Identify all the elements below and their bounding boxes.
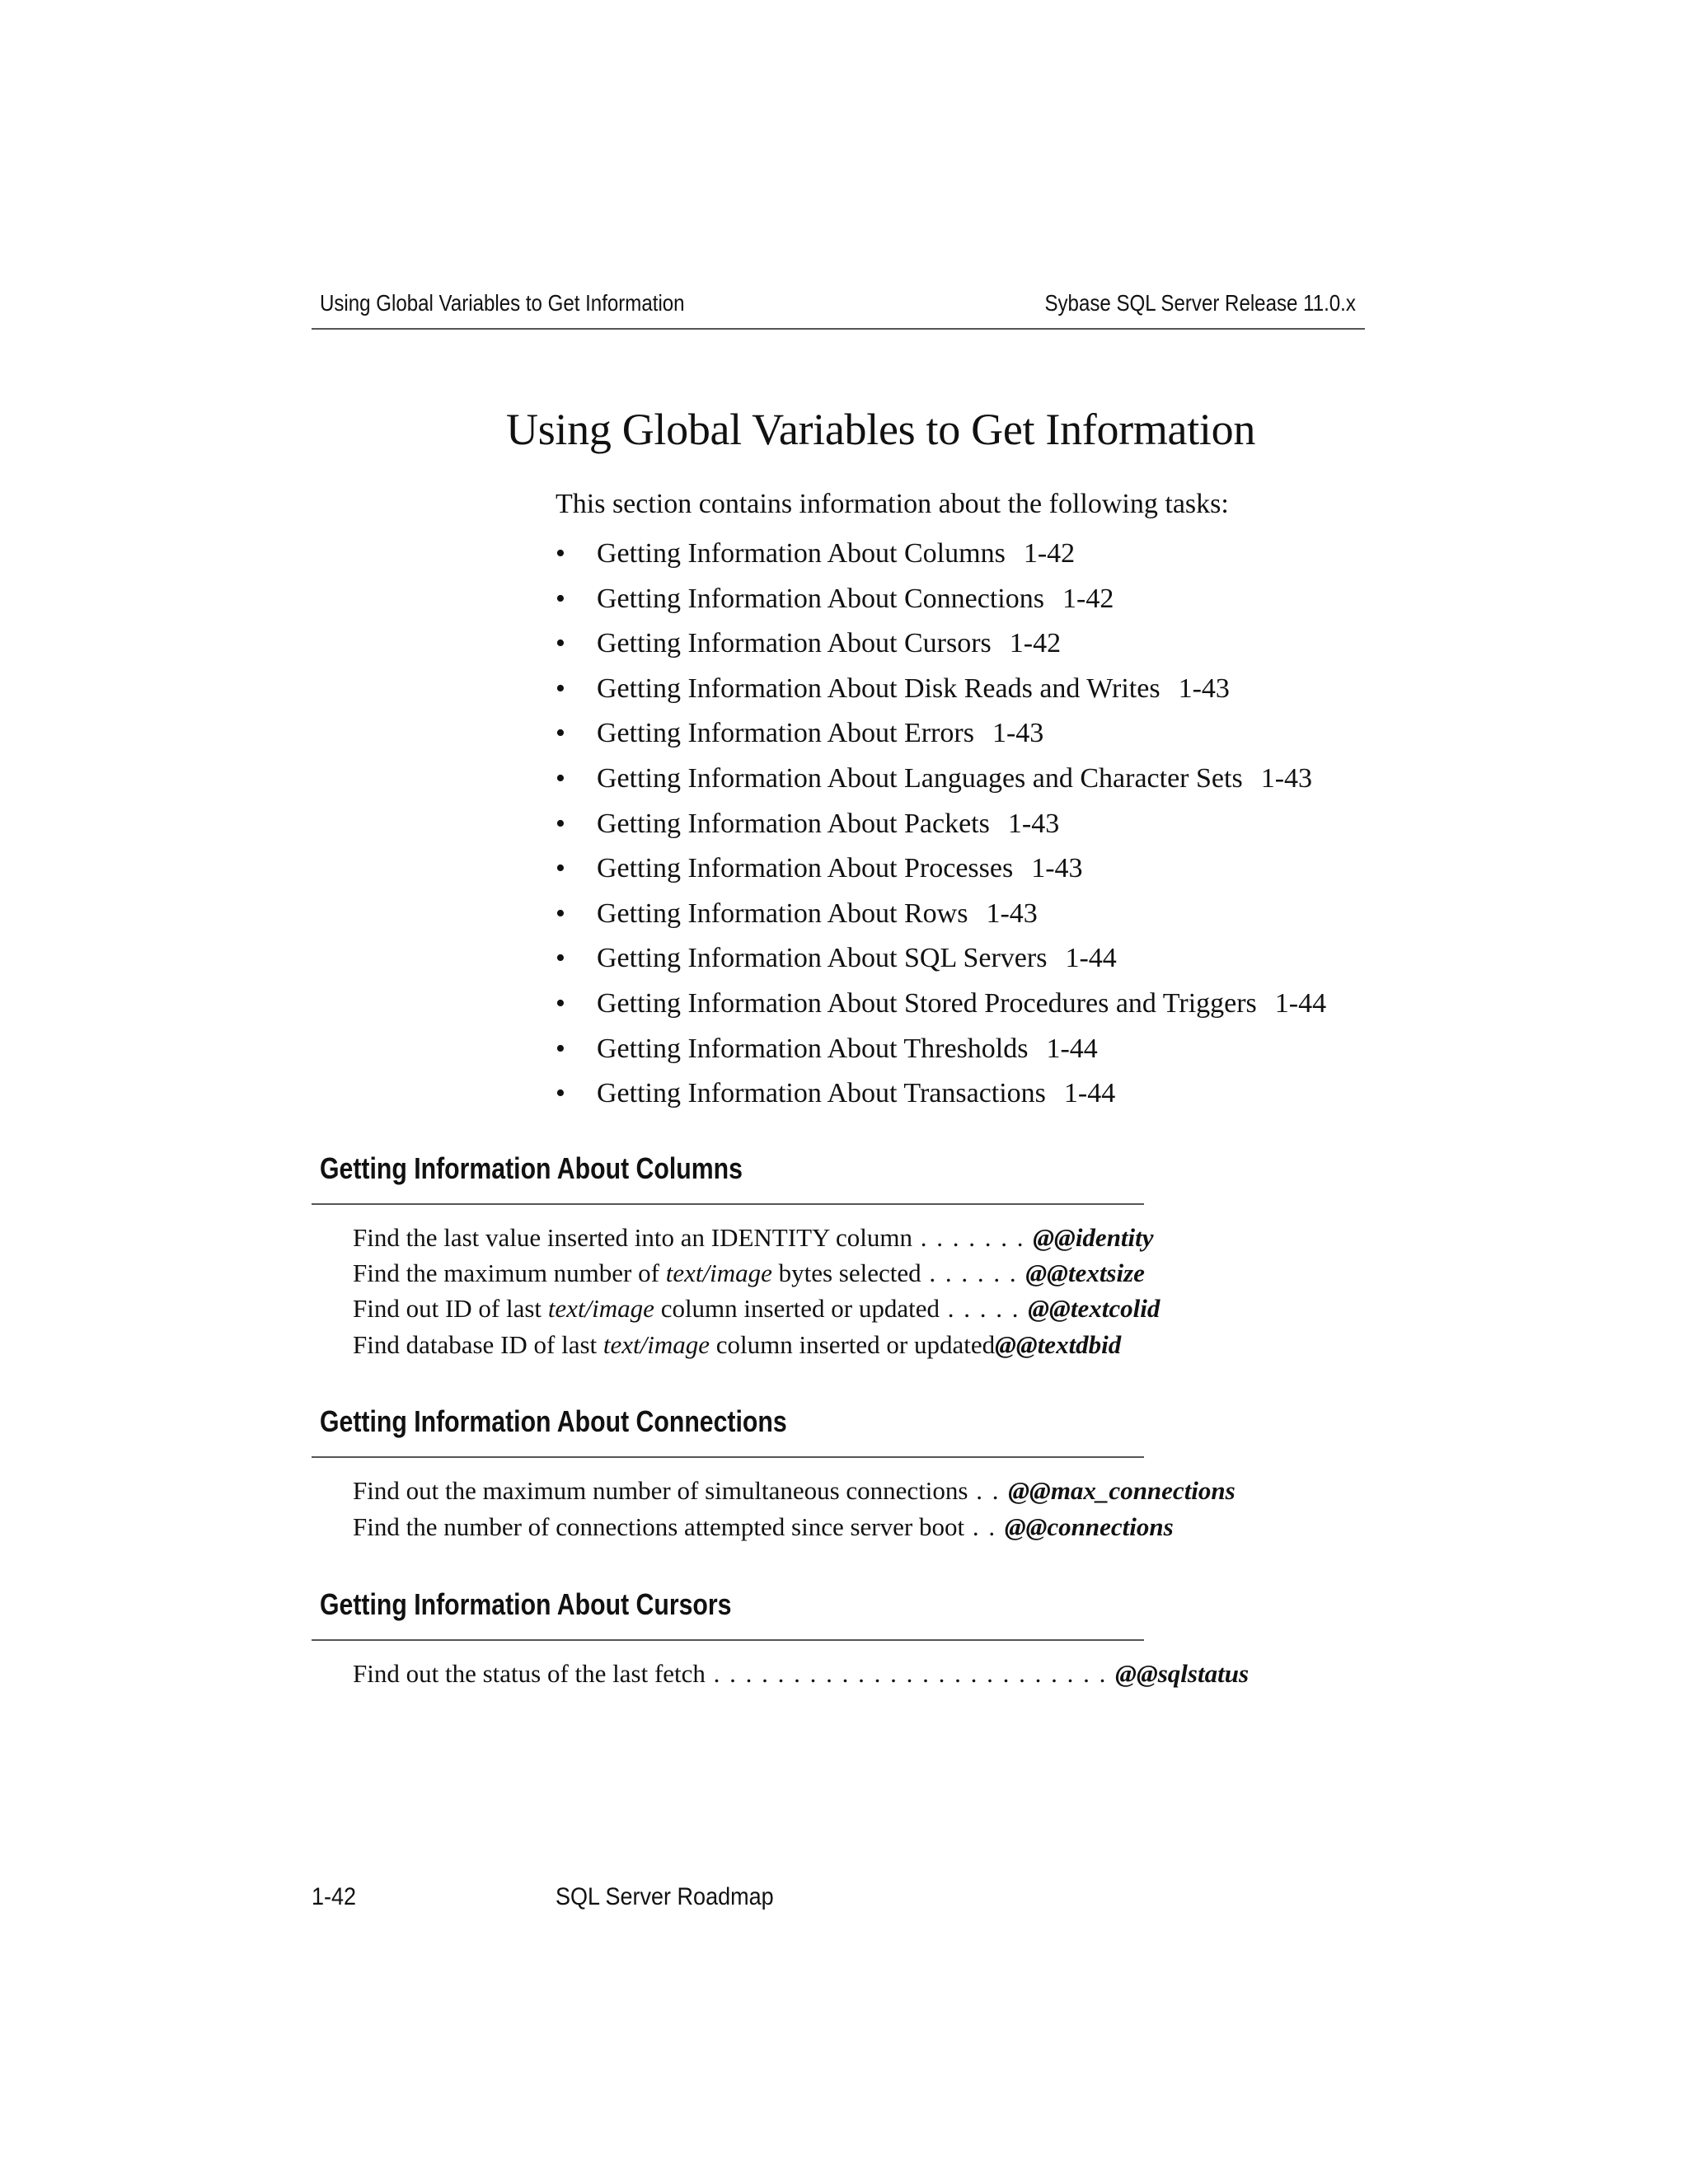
row-description: Find database ID of last bbox=[353, 1330, 603, 1359]
bullet-icon: • bbox=[556, 1078, 565, 1109]
row-description: Find out ID of last bbox=[353, 1294, 548, 1323]
row-description: Find out the maximum number of simultaneous connections bbox=[353, 1476, 968, 1505]
bullet-icon: • bbox=[556, 808, 565, 839]
running-header-left bbox=[320, 290, 744, 316]
intro-text: This section contains information about the following tasks: bbox=[556, 489, 1229, 519]
task-link[interactable]: Getting Information About Rows bbox=[597, 898, 968, 929]
leader-dots: . . . . . . . . . . . . . . . . . . . . . . . . . bbox=[705, 1659, 1116, 1688]
task-page: 1-43 bbox=[1007, 808, 1060, 839]
section-rule bbox=[312, 1639, 1144, 1641]
footer-book-title-text: SQL Server Roadmap bbox=[556, 1883, 774, 1910]
task-link[interactable]: Getting Information About Disk Reads and Writes bbox=[597, 673, 1160, 704]
lookup-row bbox=[353, 1330, 1121, 1360]
global-variable: @@sqlstatus bbox=[1115, 1659, 1250, 1688]
global-variable: @@textdbid bbox=[995, 1330, 1122, 1359]
section-heading-text: Getting Information About Cursors bbox=[320, 1587, 732, 1621]
running-header-right bbox=[994, 290, 1356, 316]
task-page: 1-43 bbox=[1260, 762, 1313, 794]
footer-book-title bbox=[556, 1883, 798, 1911]
task-page: 1-44 bbox=[1274, 987, 1327, 1019]
section-rule bbox=[312, 1456, 1144, 1458]
section-rule bbox=[312, 1203, 1144, 1205]
task-page: 1-43 bbox=[1178, 673, 1230, 704]
leader-dots: . . . . . . bbox=[921, 1258, 1026, 1287]
task-page: 1-44 bbox=[1065, 943, 1117, 974]
task-page: 1-42 bbox=[1062, 583, 1114, 614]
leader-dots: . . . . . . . bbox=[912, 1223, 1034, 1252]
task-link[interactable]: Getting Information About Languages and Character Sets bbox=[597, 762, 1243, 794]
bullet-icon: • bbox=[556, 898, 565, 929]
bullet-icon: • bbox=[556, 628, 565, 659]
page-title: Using Global Variables to Get Information bbox=[506, 405, 1256, 454]
task-page: 1-42 bbox=[1009, 628, 1062, 659]
section-heading-columns bbox=[320, 1151, 823, 1186]
lookup-row bbox=[353, 1512, 1174, 1542]
task-page: 1-44 bbox=[1046, 1033, 1098, 1064]
global-variable: @@textsize bbox=[1025, 1258, 1145, 1287]
task-link[interactable]: Getting Information About Packets bbox=[597, 808, 990, 839]
bullet-icon: • bbox=[556, 987, 565, 1019]
global-variable: @@textcolid bbox=[1028, 1294, 1160, 1323]
row-description: Find the last value inserted into an IDENTITY column bbox=[353, 1223, 912, 1252]
bullet-icon: • bbox=[556, 853, 565, 884]
leader-dots: . . bbox=[968, 1476, 1009, 1505]
task-page: 1-44 bbox=[1063, 1078, 1116, 1109]
section-heading-cursors bbox=[320, 1587, 810, 1622]
row-emphasis: text/image bbox=[603, 1330, 710, 1359]
row-description: Find the maximum number of bbox=[353, 1258, 666, 1287]
bullet-icon: • bbox=[556, 762, 565, 794]
lookup-row bbox=[353, 1659, 1249, 1689]
footer-page-number bbox=[312, 1883, 361, 1911]
footer-page-number-text: 1-42 bbox=[312, 1883, 357, 1910]
lookup-row bbox=[353, 1476, 1236, 1506]
row-description: Find out the status of the last fetch bbox=[353, 1659, 706, 1688]
task-page: 1-43 bbox=[986, 898, 1038, 929]
task-link[interactable]: Getting Information About Transactions bbox=[597, 1078, 1046, 1109]
bullet-icon: • bbox=[556, 943, 565, 974]
task-link[interactable]: Getting Information About Errors bbox=[597, 718, 974, 749]
running-header-left-text: Using Global Variables to Get Information bbox=[320, 290, 685, 316]
bullet-icon: • bbox=[556, 538, 565, 569]
bullet-icon: • bbox=[556, 1033, 565, 1064]
global-variable: @@identity bbox=[1033, 1223, 1154, 1252]
task-page: 1-42 bbox=[1023, 538, 1076, 569]
task-link[interactable]: Getting Information About Connections bbox=[597, 583, 1044, 614]
row-description: Find the number of connections attempted since server boot bbox=[353, 1512, 965, 1541]
bullet-icon: • bbox=[556, 718, 565, 749]
lookup-row bbox=[353, 1223, 1154, 1253]
leader-dots: . . . . . bbox=[940, 1294, 1029, 1323]
task-link[interactable]: Getting Information About Stored Procedures and Triggers bbox=[597, 987, 1257, 1019]
task-link[interactable]: Getting Information About Columns bbox=[597, 538, 1006, 569]
leader-dots: . . bbox=[964, 1512, 1005, 1541]
row-description-tail: bytes selected bbox=[771, 1258, 921, 1287]
section-heading-text: Getting Information About Columns bbox=[320, 1151, 743, 1185]
section-heading-text: Getting Information About Connections bbox=[320, 1404, 787, 1438]
lookup-row bbox=[353, 1258, 1145, 1288]
bullet-icon: • bbox=[556, 583, 565, 614]
global-variable: @@max_connections bbox=[1008, 1476, 1236, 1505]
global-variable: @@connections bbox=[1004, 1512, 1174, 1541]
task-link[interactable]: Getting Information About SQL Servers bbox=[597, 943, 1048, 974]
task-link[interactable]: Getting Information About Thresholds bbox=[597, 1033, 1029, 1064]
lookup-row bbox=[353, 1294, 1160, 1324]
task-link[interactable]: Getting Information About Cursors bbox=[597, 628, 992, 659]
section-heading-connections bbox=[320, 1404, 876, 1439]
task-link[interactable]: Getting Information About Processes bbox=[597, 853, 1014, 884]
row-description-tail: column inserted or updated bbox=[654, 1294, 940, 1323]
header-rule bbox=[312, 328, 1365, 330]
task-page: 1-43 bbox=[992, 718, 1044, 749]
row-emphasis: text/image bbox=[665, 1258, 772, 1287]
task-page: 1-43 bbox=[1031, 853, 1083, 884]
row-description-tail: column inserted or updated bbox=[710, 1330, 996, 1359]
bullet-icon: • bbox=[556, 673, 565, 704]
running-header-right-text: Sybase SQL Server Release 11.0.x bbox=[1044, 290, 1356, 316]
row-emphasis: text/image bbox=[547, 1294, 654, 1323]
